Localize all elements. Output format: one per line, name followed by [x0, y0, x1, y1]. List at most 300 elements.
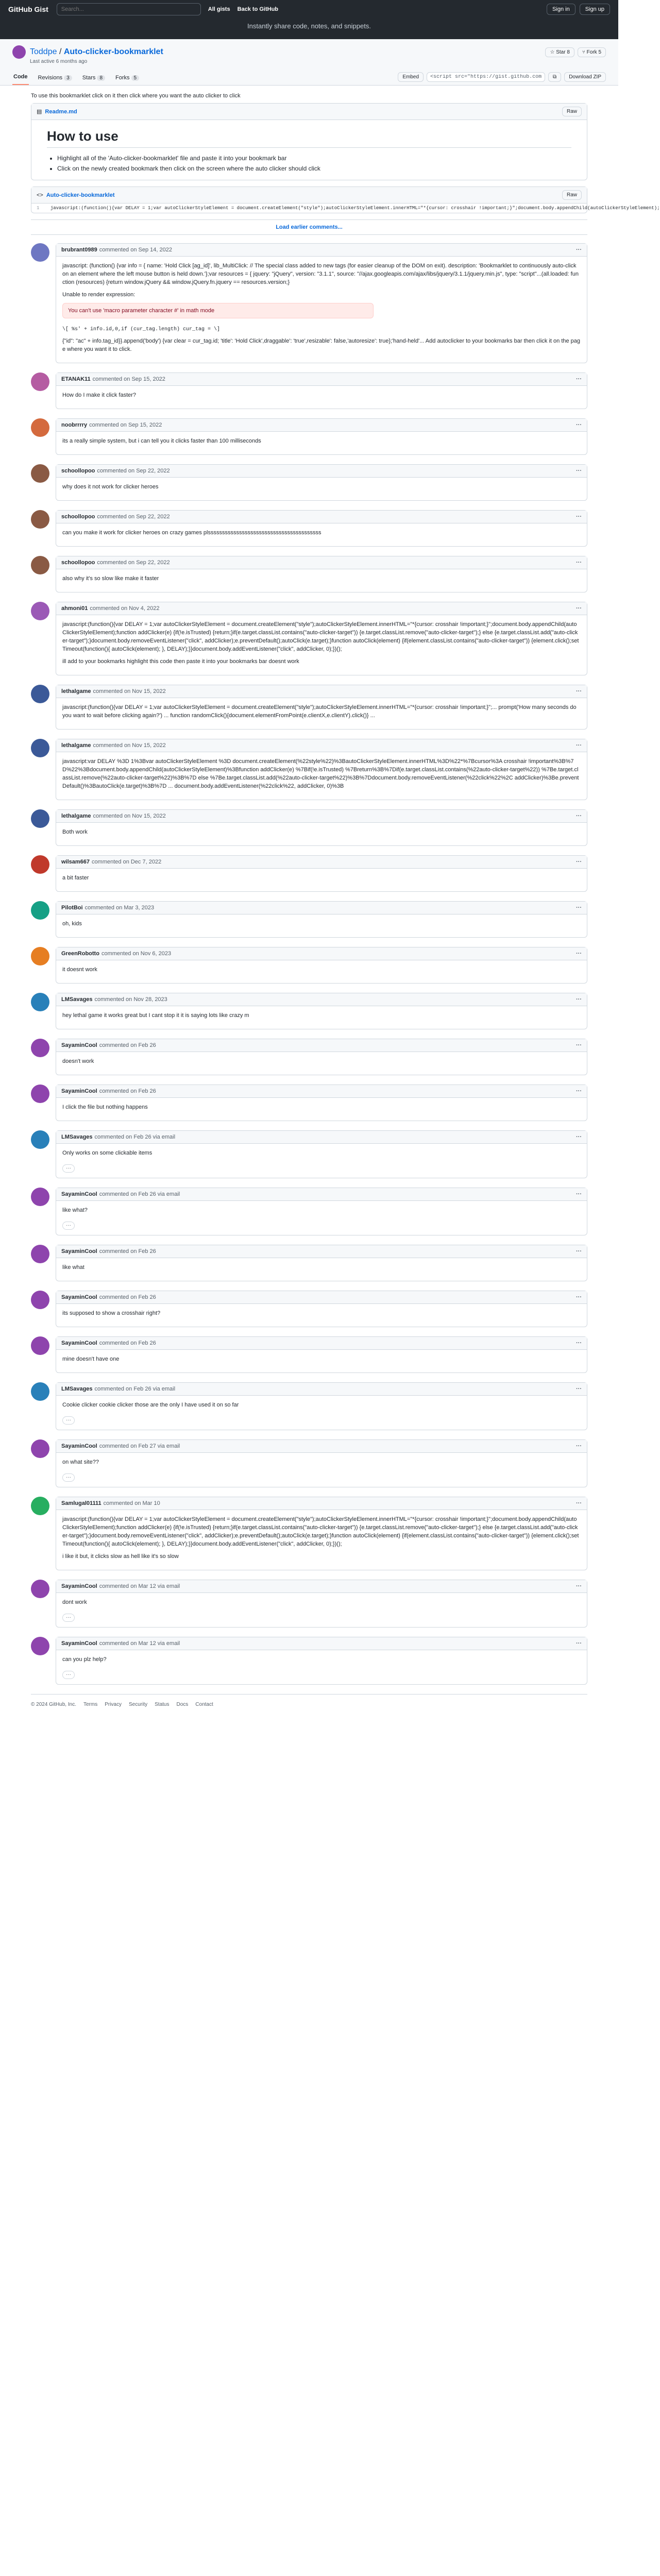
comment-timestamp[interactable]: commented on Sep 22, 2022: [97, 560, 170, 566]
comment-body: [56, 1006, 587, 1029]
hero-text: Instantly share code, notes, and snippets.: [247, 22, 371, 30]
github-gist-logo[interactable]: GitHub Gist: [8, 5, 48, 13]
avatar[interactable]: [31, 1336, 49, 1355]
avatar[interactable]: [31, 809, 49, 828]
avatar[interactable]: [31, 1084, 49, 1103]
comment-body: [56, 869, 587, 891]
comment-text: mine doesn't have one: [62, 1356, 120, 1362]
comment: [31, 1084, 587, 1121]
tab-forks-label: Forks: [115, 75, 130, 81]
fork-button[interactable]: [578, 47, 606, 57]
comment-author[interactable]: schoollopoo: [61, 514, 95, 520]
tab-revisions-count: 3: [64, 75, 72, 81]
comment-timestamp[interactable]: commented on Mar 12 via email: [99, 1583, 180, 1589]
comment-timestamp[interactable]: commented on Nov 15, 2022: [93, 813, 166, 819]
comment-text: ill add to your bookmarks highlight this code then paste it into your bookmarks bar doesnt work: [62, 658, 299, 665]
comment-box: [56, 809, 587, 846]
owner-link[interactable]: Toddpe: [30, 47, 57, 56]
comment: [31, 418, 587, 455]
comment-box: [56, 1382, 587, 1430]
comment: [31, 1580, 587, 1628]
gist-description: To use this bookmarklet click on it then click where you want the auto clicker to click: [31, 93, 241, 99]
comment-author[interactable]: lethalgame: [61, 688, 91, 694]
kebab-menu-icon[interactable]: ···: [576, 1248, 582, 1255]
comment-header: [56, 1440, 587, 1453]
comment-body: [56, 1144, 587, 1178]
comment-header: [56, 739, 587, 752]
kebab-menu-icon[interactable]: ···: [576, 996, 582, 1003]
avatar[interactable]: [31, 464, 49, 483]
comment-body: [56, 257, 587, 363]
raw-expression: \[ %s' + info.id,0,if (cur_tag.length) cur_tag = \]: [62, 327, 221, 332]
comment-author[interactable]: PilotBoi: [61, 905, 83, 911]
star-button[interactable]: [545, 47, 574, 57]
comment-text: like what: [62, 1264, 84, 1270]
comment-text: its supposed to show a crosshair right?: [62, 1310, 161, 1316]
comment-header: [56, 810, 587, 823]
comment-timestamp[interactable]: commented on Feb 26 via email: [99, 1191, 180, 1197]
comment-body: [56, 1510, 587, 1570]
comment-body: [56, 914, 587, 937]
top-bar: [0, 0, 618, 19]
comment-text: dont work: [62, 1599, 87, 1605]
tab-stars-label: Stars: [82, 75, 96, 81]
comment-author[interactable]: noobrrrry: [61, 422, 88, 428]
kebab-menu-icon[interactable]: ···: [576, 951, 582, 957]
avatar[interactable]: [31, 855, 49, 874]
comment-text: javascript:(function(){var DELAY = 1;var autoClickerStyleElement = document.createElement("style");autoClickerStyleElement.innerHTML="*{cursor: crosshair !important;}";document.body.appendChild(autoClickerStyleElement);function addClicker(e) {if(!e.isTrusted) {return;}if(e.target.classList.contains("auto-clicker-target")) {e.target.classList.remove("auto-clicker-target");} else {e.target.classList.add("auto-clicker-target");}document.body.removeEventListener("click", addClicker);e.preventDefault();autoClick(e.target);}function autoClick(element) {if(element.classList.contains("auto-clicker-target")) {element.click();setTimeout(function(){ autoClick(element); }, DELAY);}}document.body.addEventListener("click", addClicker, 0);})();: [62, 621, 579, 652]
fork-label: Fork: [586, 49, 597, 55]
comment-header: [56, 856, 587, 869]
avatar[interactable]: [31, 1497, 49, 1515]
comment: [31, 602, 587, 675]
tab-forks-count: 5: [131, 75, 140, 81]
math-render-error: You can't use 'macro parameter character #' in math mode: [62, 303, 374, 318]
kebab-menu-icon[interactable]: ···: [576, 1583, 582, 1589]
comment: [31, 1382, 587, 1430]
comment-header: [56, 373, 587, 386]
comment-author[interactable]: SayaminCool: [61, 1248, 97, 1255]
comment: [31, 464, 587, 501]
comment: [31, 510, 587, 547]
kebab-menu-icon[interactable]: ···: [576, 1640, 582, 1647]
readme-item: • Highlight all of the 'Auto-clicker-bookmarklet' file and paste it into your bookmark bar: [57, 153, 571, 163]
avatar[interactable]: [31, 1039, 49, 1057]
copyright: © 2024 GitHub, Inc.: [31, 1702, 76, 1707]
show-quoted-text-button[interactable]: ···: [62, 1614, 75, 1622]
embed-select[interactable]: Embed: [398, 72, 424, 82]
comment-author[interactable]: lethalgame: [61, 742, 91, 749]
comment-header: [56, 947, 587, 960]
comment-box: [56, 1497, 587, 1570]
avatar[interactable]: [31, 947, 49, 965]
comment-timestamp[interactable]: commented on Sep 15, 2022: [92, 376, 165, 382]
load-earlier-comments-button[interactable]: Load earlier comments...: [31, 219, 587, 235]
comment-timestamp[interactable]: commented on Nov 6, 2023: [101, 951, 172, 957]
comment-author[interactable]: GreenRobotto: [61, 951, 99, 957]
comment-box: [56, 1084, 587, 1121]
comment-header: [56, 1337, 587, 1350]
comment-text: {"id": "ac" + info.tag_id}}.append('body') {var clear = cur_tag.id; 'title': 'Hold Click',draggable': 'true',resizable': false,'autoresize': true};'hand-held'... Add autoclicker to your bookmarks bar then click it on the page where you want it to click.: [62, 338, 581, 352]
comment-box: [56, 855, 587, 892]
comment: [31, 855, 587, 892]
comment-text: its a really simple system, but i can tell you it clicks faster than 100 milliseconds: [62, 438, 261, 444]
readme-heading: How to use: [47, 128, 571, 148]
download-zip-button[interactable]: Download ZIP: [564, 72, 606, 82]
avatar[interactable]: [31, 243, 49, 262]
comment-text: doesn't work: [62, 1058, 94, 1064]
comment-timestamp[interactable]: commented on Sep 22, 2022: [97, 514, 170, 520]
comment-author[interactable]: ETANAK11: [61, 376, 91, 382]
comment-author[interactable]: LMSavages: [61, 996, 93, 1003]
tab-code-label: Code: [13, 74, 28, 80]
tabs-right-controls: [398, 72, 606, 85]
comment-box: [56, 243, 587, 363]
code-filename[interactable]: Auto-clicker-bookmarklet: [46, 192, 115, 198]
kebab-menu-icon[interactable]: ···: [576, 859, 582, 865]
comment-body: [56, 1650, 587, 1684]
code-icon: <>: [37, 192, 43, 198]
comment-author[interactable]: schoollopoo: [61, 468, 95, 474]
comment-header: [56, 1291, 587, 1304]
comment-header: [56, 1637, 587, 1650]
tab-stars-count: 8: [97, 75, 105, 81]
comment-body: [56, 386, 587, 409]
comment-box: [56, 993, 587, 1029]
comment: [31, 1039, 587, 1075]
comment-author[interactable]: SayaminCool: [61, 1340, 97, 1346]
show-quoted-text-button[interactable]: ···: [62, 1222, 75, 1230]
comment-timestamp[interactable]: commented on Mar 3, 2023: [84, 905, 155, 911]
kebab-menu-icon[interactable]: ···: [576, 813, 582, 819]
comment-author[interactable]: brubrant0989: [61, 247, 97, 253]
gist-title-row: [12, 45, 606, 59]
avatar[interactable]: [31, 1291, 49, 1309]
page-footer: [31, 1694, 587, 1715]
avatar[interactable]: [31, 602, 49, 620]
comment-body: [56, 1258, 587, 1281]
readme-list: [47, 153, 571, 174]
footer-link[interactable]: Status: [155, 1702, 170, 1707]
comment-text: can you plz help?: [62, 1656, 107, 1663]
sign-up-button[interactable]: Sign up: [580, 4, 610, 15]
comment-text: I click the file but nothing happens: [62, 1104, 148, 1110]
footer-link[interactable]: Terms: [83, 1702, 98, 1707]
readme-file-header: [31, 104, 587, 120]
comment-box: [56, 739, 587, 800]
avatar[interactable]: [31, 739, 49, 757]
comment-body: [56, 1453, 587, 1487]
owner-avatar[interactable]: [12, 45, 26, 59]
comment-box: [56, 1580, 587, 1628]
auth-buttons: [547, 4, 610, 15]
comment-timestamp[interactable]: commented on Feb 26 via email: [94, 1386, 176, 1392]
code-line: [31, 204, 660, 213]
tab-revisions[interactable]: [37, 72, 73, 85]
comment-box: [56, 602, 587, 675]
all-gists-link[interactable]: All gists: [208, 6, 230, 12]
kebab-menu-icon[interactable]: ···: [576, 1443, 582, 1449]
readme-raw-button[interactable]: Raw: [562, 107, 582, 116]
kebab-menu-icon[interactable]: ···: [576, 468, 582, 474]
comment-box: [56, 947, 587, 984]
comment-timestamp[interactable]: commented on Nov 4, 2022: [90, 605, 160, 612]
avatar[interactable]: [31, 510, 49, 529]
comment: [31, 901, 587, 938]
avatar[interactable]: [31, 1580, 49, 1598]
readme-file: [31, 103, 587, 180]
comment-timestamp[interactable]: commented on Sep 14, 2022: [99, 247, 172, 253]
readme-item: • Click on the newly created bookmark then click on the screen where the auto clicker should click: [57, 163, 571, 174]
comment-header: [56, 685, 587, 698]
tab-forks[interactable]: [114, 72, 140, 85]
comment-text: it doesnt work: [62, 967, 97, 973]
kebab-menu-icon[interactable]: ···: [576, 422, 582, 428]
comment-body: [56, 1593, 587, 1627]
kebab-menu-icon[interactable]: ···: [576, 514, 582, 520]
comment-timestamp[interactable]: commented on Dec 7, 2022: [92, 859, 162, 865]
comment-timestamp[interactable]: commented on Feb 26: [99, 1294, 156, 1300]
comment-body: [56, 432, 587, 454]
comment-text: Only works on some clickable items: [62, 1150, 153, 1156]
comment-body: [56, 960, 587, 983]
comment-timestamp[interactable]: commented on Feb 26: [99, 1340, 156, 1346]
hero-banner: [0, 19, 618, 39]
kebab-menu-icon[interactable]: ···: [576, 905, 582, 911]
show-quoted-text-button[interactable]: ···: [62, 1416, 75, 1425]
comment: [31, 685, 587, 730]
tab-stars[interactable]: [81, 72, 106, 85]
avatar[interactable]: [31, 556, 49, 574]
comment-body: [56, 698, 587, 729]
comment-timestamp[interactable]: commented on Feb 26 via email: [94, 1134, 176, 1140]
avatar[interactable]: [31, 1130, 49, 1149]
avatar[interactable]: [31, 901, 49, 920]
comment: [31, 1336, 587, 1373]
comment-text: javascript: (function() {var info = { name: 'Hold Click [ag_id]', lib_MultiClick: // The special class added to new tags (for easier cleanup of the DOM on exit). description: 'Bookmarklet to continuously auto-click on an element where the left mouse button is held down.'};var resources = { jquery: "jQuery", version: "3.1.1", source: "//ajax.googleapis.com/ajax/libs/jquery/3.1.1/jquery.min.js", type: "script"...(all.loaded: function (resources) {return window.jQuery && window.jQuery.fn.jquery == resources.version;}: [62, 263, 579, 285]
code-file: [31, 187, 660, 213]
show-quoted-text-button[interactable]: ···: [62, 1473, 75, 1482]
comment-author[interactable]: LMSavages: [61, 1134, 93, 1140]
comment: [31, 1497, 587, 1570]
comment-timestamp[interactable]: commented on Nov 15, 2022: [93, 742, 166, 749]
comment-body: [56, 1396, 587, 1430]
comment-header: [56, 1497, 587, 1510]
comment-timestamp[interactable]: commented on Feb 26: [99, 1088, 156, 1094]
comment-author[interactable]: SayaminCool: [61, 1640, 97, 1647]
kebab-menu-icon[interactable]: ···: [576, 1134, 582, 1140]
comment-box: [56, 418, 587, 455]
comment-text: Unable to render expression:: [62, 292, 136, 298]
comment-header: [56, 902, 587, 914]
comment-header: [56, 1188, 587, 1201]
comment-timestamp[interactable]: commented on Nov 28, 2023: [94, 996, 167, 1003]
comment-text: also why it's so slow like make it faster: [62, 575, 159, 582]
comment: [31, 993, 587, 1029]
comment-text: a bit faster: [62, 875, 89, 881]
comment-header: [56, 1085, 587, 1098]
footer-link[interactable]: Contact: [195, 1702, 213, 1707]
comment-author[interactable]: wilsam667: [61, 859, 90, 865]
comment-timestamp[interactable]: commented on Feb 26: [99, 1248, 156, 1255]
comment-timestamp[interactable]: commented on Sep 15, 2022: [89, 422, 162, 428]
comment-header: [56, 419, 587, 432]
comment: [31, 1439, 587, 1487]
main-content: [31, 86, 660, 1715]
comment-author[interactable]: lethalgame: [61, 813, 91, 819]
line-number[interactable]: 1: [37, 206, 40, 211]
back-to-github-link[interactable]: Back to GitHub: [237, 6, 279, 12]
star-count: 8: [567, 49, 570, 55]
kebab-menu-icon[interactable]: ···: [576, 605, 582, 612]
avatar[interactable]: [31, 1245, 49, 1263]
comment-header: [56, 1131, 587, 1144]
comment: [31, 243, 587, 363]
comment-body: [56, 1304, 587, 1327]
gist-name-link[interactable]: Auto-clicker-bookmarklet: [63, 47, 163, 56]
comment: [31, 1245, 587, 1281]
comment-timestamp[interactable]: commented on Mar 12 via email: [99, 1640, 180, 1647]
comment-box: [56, 1637, 587, 1685]
code-text: javascript:(function(){var DELAY = 1;var autoClickerStyleElement = document.createElement("style");autoClickerStyleElement.innerHTML="*{cursor: crosshair !important;}";document.body.appendChild(autoClickerStyleElement);: [50, 206, 660, 211]
comment-box: [56, 556, 587, 592]
comment-timestamp[interactable]: commented on Feb 27 via email: [99, 1443, 180, 1449]
comment-author[interactable]: ahmoni01: [61, 605, 88, 612]
star-icon: ☆: [550, 49, 556, 55]
comment-text: How do I make it click faster?: [62, 392, 137, 398]
comment-text: on what site??: [62, 1459, 99, 1465]
show-quoted-text-button[interactable]: ···: [62, 1671, 75, 1679]
comment-box: [56, 685, 587, 730]
comment-timestamp[interactable]: commented on Feb 26: [99, 1042, 156, 1048]
comment: [31, 739, 587, 800]
code-file-header: [31, 187, 587, 204]
comment-text: oh, kids: [62, 921, 82, 927]
kebab-menu-icon[interactable]: ···: [576, 1088, 582, 1094]
comment-author[interactable]: SayaminCool: [61, 1583, 97, 1589]
comment-header: [56, 1580, 587, 1593]
comment-box: [56, 464, 587, 501]
comment: [31, 1130, 587, 1178]
comment: [31, 1188, 587, 1235]
comment: [31, 372, 587, 409]
kebab-menu-icon[interactable]: ···: [576, 1042, 582, 1048]
tab-revisions-label: Revisions: [38, 75, 63, 81]
comment-text: javascript:var DELAY %3D 1%3Bvar autoClickerStyleElement %3D document.createElement(%22style%22)%3BautoClickerStyleElement.innerHTML%3D%22*%7Bcursor%3A crosshair !important%3B%7D%22%3Bdocument.body.appendChild(autoClickerStyleElement)%3Bfunction addClicker(e) %7Bif(!e.isTrusted) %7Breturn%3B%7Dif(e.target.classList.contains(%22auto-clicker-target%22)) %7Be.target.classList.remove(%22auto-clicker-target%22)%3B%7D else %7Be.target.classList.add(%22auto-clicker-target%22)%3B%7Ddocument.body.removeEventListener(%22click%22%2C addClicker)%3Be.preventDefault()%3BautoClick(e.target)%3B%7D ... document.body.addEventListener(%22click%22, addClicker, 0)%3B: [62, 758, 579, 789]
comment-text: javascript:(function(){var DELAY = 1;var autoClickerStyleElement = document.createElement("style");autoClickerStyleElement.innerHTML="*{cursor: crosshair !important;}";document.body.appendChild(autoClickerStyleElement);function addClicker(e) {if(!e.isTrusted) {return;}if(e.target.classList.contains("auto-clicker-target")) {e.target.classList.remove("auto-clicker-target");} else {e.target.classList.add("auto-clicker-target");}document.body.removeEventListener("click", addClicker);e.preventDefault();autoClick(e.target);}function autoClick(element) {if(element.classList.contains("auto-clicker-target")) {element.click();setTimeout(function(){ autoClick(element); }, DELAY);}}document.body.addEventListener("click", addClicker, 0);})();: [62, 1516, 579, 1547]
comments-list: [31, 243, 587, 1685]
comment-author[interactable]: schoollopoo: [61, 560, 95, 566]
kebab-menu-icon[interactable]: ···: [576, 1191, 582, 1197]
comment-author[interactable]: Samlugal01111: [61, 1500, 101, 1506]
comment-text: hey lethal game it works great but I cant stop it it is saying lots like crazy m: [62, 1012, 249, 1019]
kebab-menu-icon[interactable]: ···: [576, 560, 582, 566]
comment-timestamp[interactable]: commented on Mar 10: [103, 1500, 160, 1506]
comment-author[interactable]: SayaminCool: [61, 1191, 97, 1197]
comment-box: [56, 510, 587, 547]
kebab-menu-icon[interactable]: ···: [576, 688, 582, 694]
comment-box: [56, 901, 587, 938]
readme-body: [31, 120, 587, 180]
show-quoted-text-button[interactable]: ···: [62, 1164, 75, 1173]
comment-text: like what?: [62, 1207, 88, 1213]
sign-in-button[interactable]: Sign in: [547, 4, 576, 15]
comment-author[interactable]: SayaminCool: [61, 1443, 97, 1449]
footer-link[interactable]: Privacy: [105, 1702, 122, 1707]
comment: [31, 947, 587, 984]
file-icon: ▤: [37, 109, 42, 115]
kebab-menu-icon[interactable]: ···: [576, 376, 582, 382]
comment-author[interactable]: SayaminCool: [61, 1042, 97, 1048]
comment-body: [56, 478, 587, 500]
avatar[interactable]: [31, 685, 49, 703]
comment-timestamp[interactable]: commented on Nov 15, 2022: [93, 688, 166, 694]
comment-header: [56, 993, 587, 1006]
footer-link[interactable]: Docs: [176, 1702, 189, 1707]
comment-author[interactable]: SayaminCool: [61, 1294, 97, 1300]
search-input[interactable]: [57, 3, 201, 15]
comment-timestamp[interactable]: commented on Sep 22, 2022: [97, 468, 170, 474]
kebab-menu-icon[interactable]: ···: [576, 1500, 582, 1506]
comment-body: [56, 569, 587, 592]
avatar[interactable]: [31, 418, 49, 437]
tab-code[interactable]: [12, 71, 29, 85]
comment-header: [56, 1245, 587, 1258]
avatar[interactable]: [31, 1439, 49, 1458]
kebab-menu-icon[interactable]: ···: [576, 247, 582, 253]
avatar[interactable]: [31, 1188, 49, 1206]
comment-header: [56, 465, 587, 478]
comment-author[interactable]: SayaminCool: [61, 1088, 97, 1094]
comment-body: [56, 752, 587, 800]
comment: [31, 1291, 587, 1327]
comment: [31, 809, 587, 846]
avatar[interactable]: [31, 1382, 49, 1401]
kebab-menu-icon[interactable]: ···: [576, 1340, 582, 1346]
avatar[interactable]: [31, 372, 49, 391]
comment-author[interactable]: LMSavages: [61, 1386, 93, 1392]
comment-body: [56, 523, 587, 546]
star-label: Star: [556, 49, 566, 55]
comment-text: javascript:(function(){var DELAY = 1;var autoClickerStyleElement = document.createElement("style");autoClickerStyleElement.innerHTML="*{cursor: crosshair !important;}";... prompt('How many seconds do you want to wait before clicking again?') ... function randomClick(){document.elementFromPoint(e.clientX,e.clientY).click()} ...: [62, 704, 577, 719]
comment-body: [56, 1052, 587, 1075]
kebab-menu-icon[interactable]: ···: [576, 1294, 582, 1300]
readme-filename[interactable]: Readme.md: [45, 108, 77, 115]
last-active: Last active 6 months ago: [30, 59, 88, 64]
comment-body: [56, 1098, 587, 1121]
avatar[interactable]: [31, 1637, 49, 1655]
embed-url-field[interactable]: [427, 72, 545, 82]
avatar[interactable]: [31, 993, 49, 1011]
comment-header: [56, 1383, 587, 1396]
kebab-menu-icon[interactable]: ···: [576, 742, 582, 749]
fork-icon: ⑂: [582, 49, 587, 55]
footer-link[interactable]: Security: [129, 1702, 148, 1707]
top-links: [208, 6, 278, 12]
comment-text: i like it but, it clicks slow as hell like it's so slow: [62, 1553, 179, 1560]
comment-header: [56, 556, 587, 569]
comment-text: why does it not work for clicker heroes: [62, 484, 159, 490]
copy-icon[interactable]: ⧉: [548, 72, 561, 82]
gist-tabs: [12, 71, 606, 85]
comment-text: Cookie clicker cookie clicker those are the only I have used it on so far: [62, 1402, 239, 1408]
comment-header: [56, 244, 587, 257]
comment: [31, 556, 587, 592]
kebab-menu-icon[interactable]: ···: [576, 1386, 582, 1392]
code-raw-button[interactable]: Raw: [562, 190, 582, 200]
comment-text: can you make it work for clicker heroes on crazy games plssssssssssssssssssssssssssssssssssssssss: [62, 530, 321, 536]
comment: [31, 1637, 587, 1685]
